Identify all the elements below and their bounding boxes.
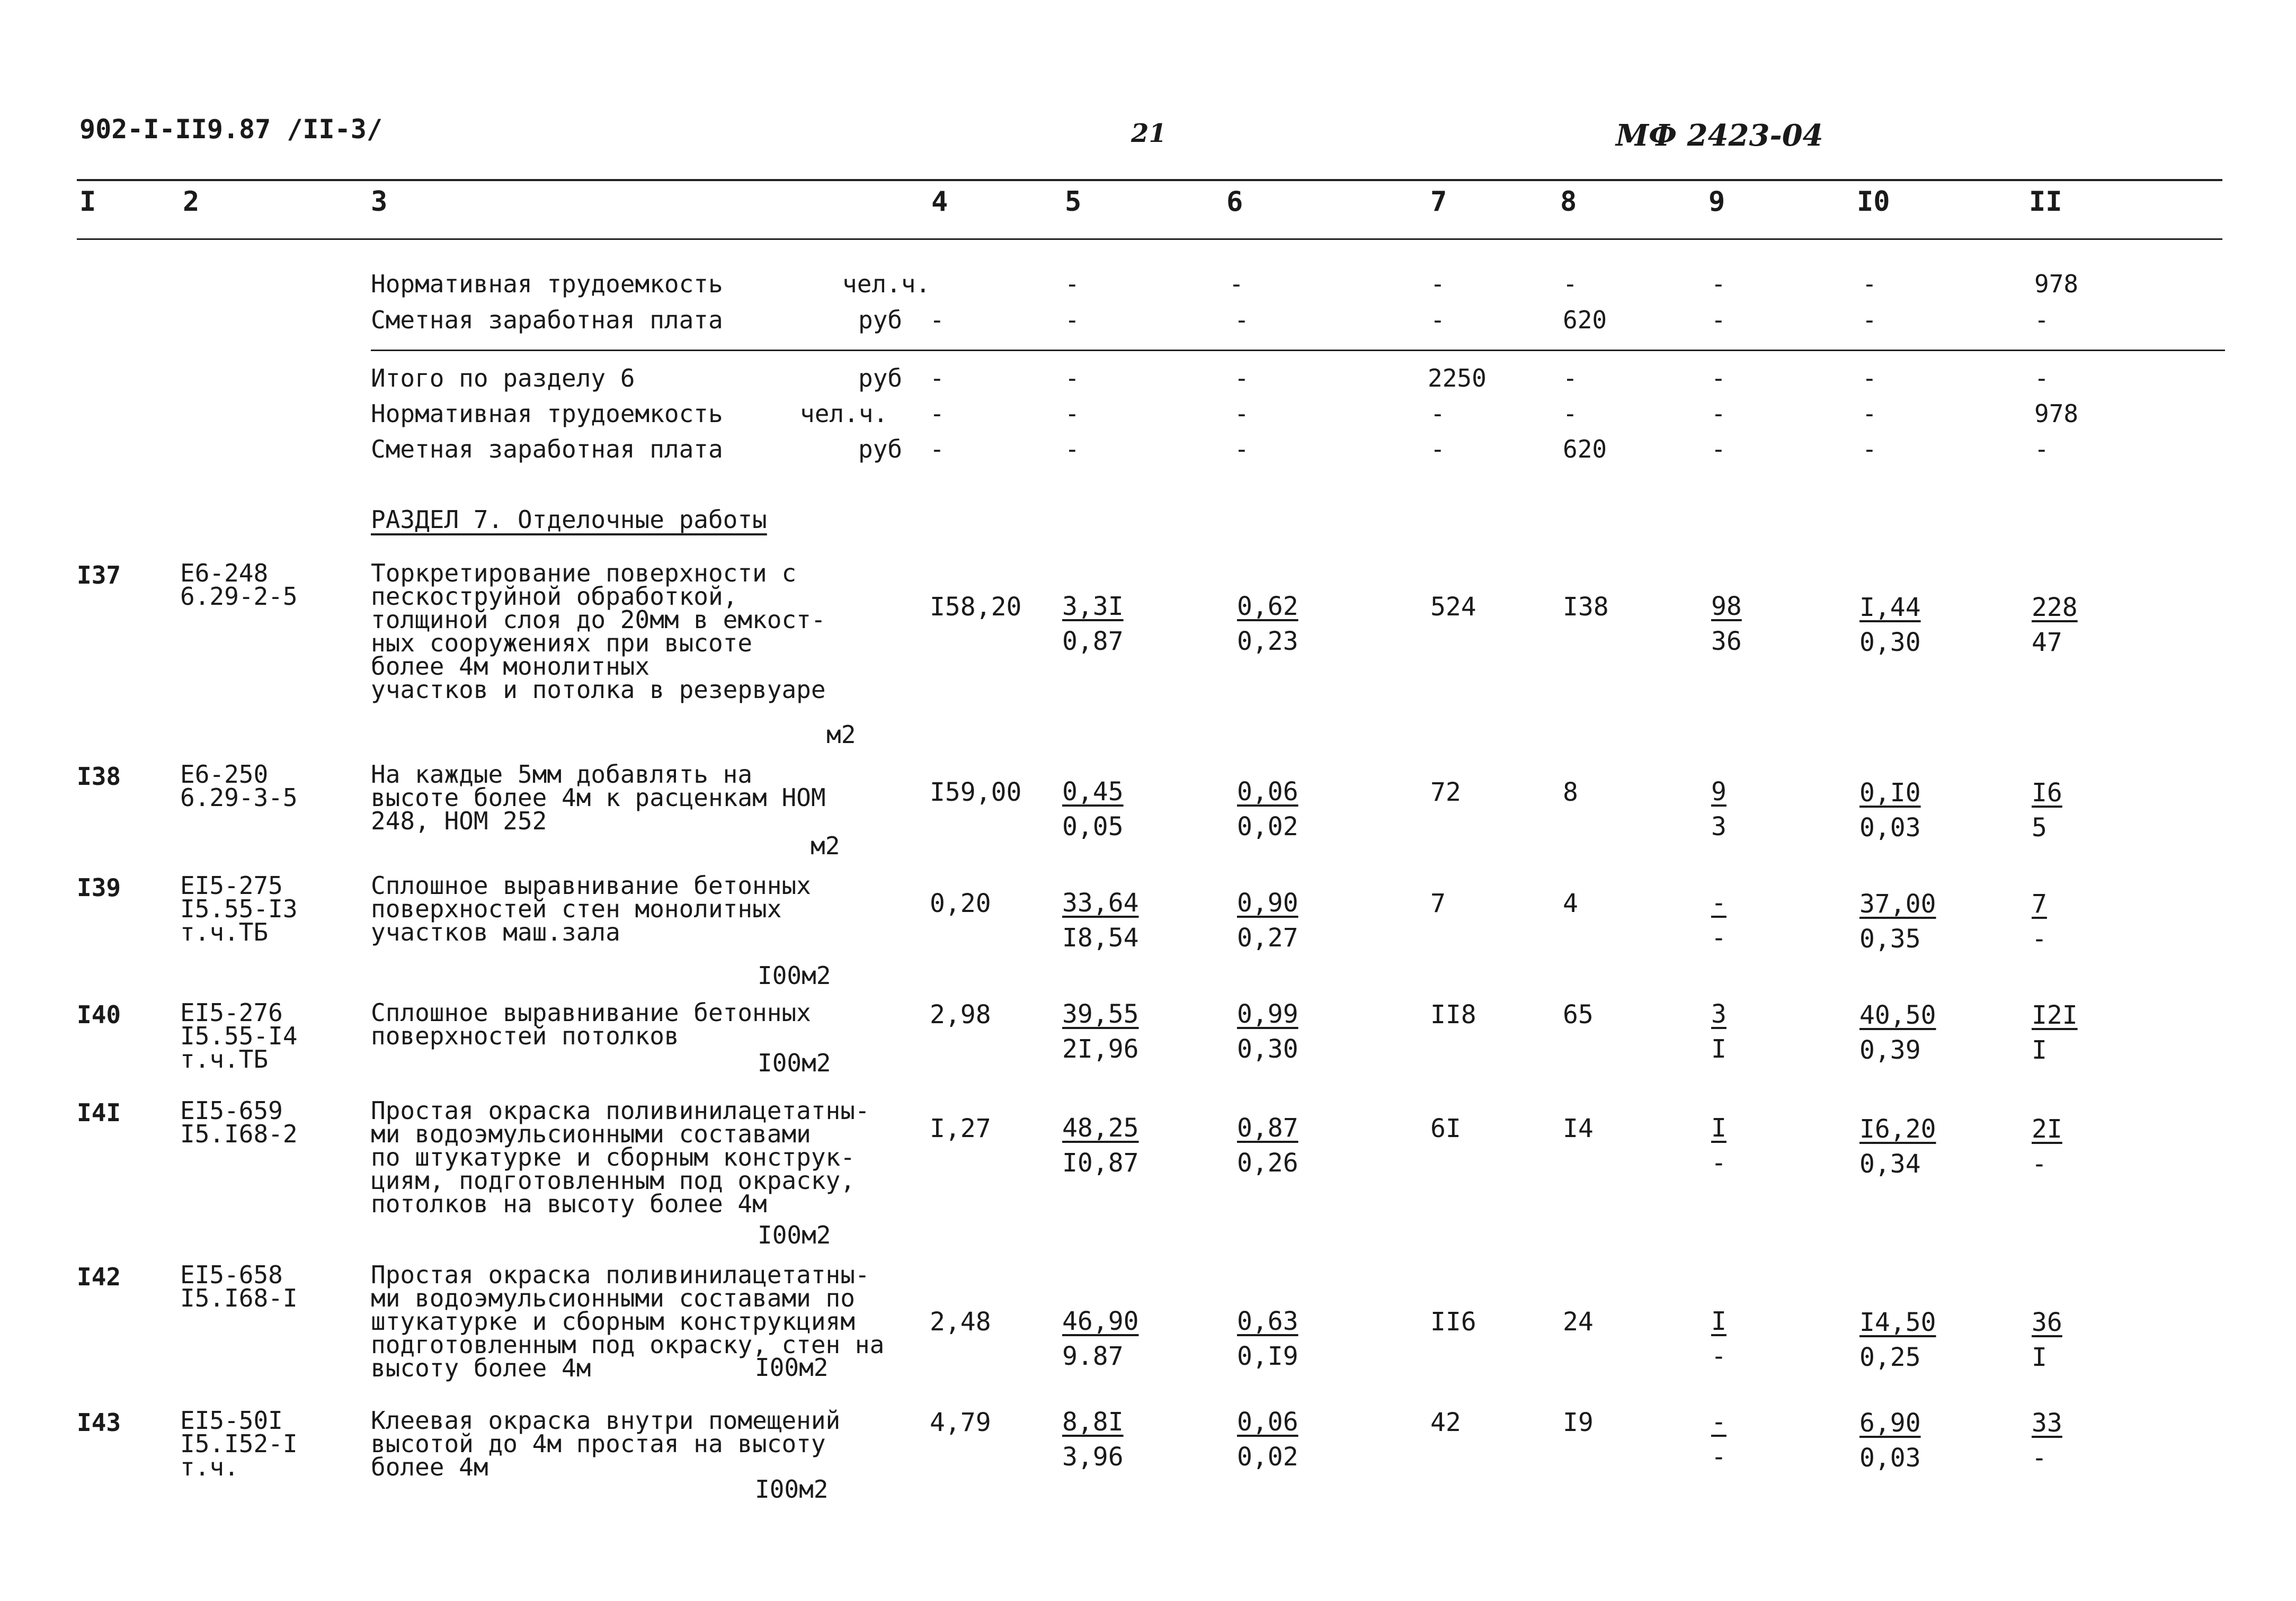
labor-per-unit-bottom: 0,35 (1859, 924, 1921, 954)
labor-per-unit-bottom: 0,34 (1859, 1149, 1921, 1179)
machines-total (1711, 1304, 1727, 1374)
col-header-9: 9 (1708, 186, 1725, 218)
summary-cell: 978 (2034, 399, 2079, 428)
labor-total (2032, 1112, 2062, 1182)
labor-total-top: 36 (2032, 1308, 2062, 1337)
norm-code: ЕI5-276 I5.55-I4 т.ч.ТБ (180, 998, 298, 1074)
summary-cell: - (930, 435, 945, 463)
labor-total-bottom: - (2032, 924, 2047, 954)
summary-unit: чел.ч. (842, 270, 931, 298)
operation-cost-bottom: 0,30 (1237, 1034, 1298, 1064)
labor-total-bottom: - (2032, 1149, 2047, 1179)
operation-cost-top: 0,62 (1237, 592, 1298, 621)
norm-code: ЕI5-275 I5.55-I3 т.ч.ТБ (180, 871, 298, 946)
total-cost: 7 (1430, 889, 1446, 918)
machines-total-top: 3 (1711, 999, 1727, 1029)
labor-total-top: I2I (2032, 1000, 2078, 1030)
machines-total (1711, 886, 1727, 955)
summary-unit: руб (858, 435, 903, 463)
unit-cost (1062, 774, 1124, 844)
row-number: I38 (77, 762, 121, 791)
col-header-10: I0 (1857, 186, 1890, 218)
summary-cell: - (1711, 435, 1726, 463)
labor-per-unit (1859, 1112, 1936, 1182)
labor-per-unit-bottom: 0,39 (1859, 1035, 1921, 1065)
row-number: I37 (77, 561, 121, 589)
machines-total-top: - (1711, 1407, 1727, 1437)
summary-cell: - (1711, 364, 1726, 392)
total-cost: 524 (1430, 592, 1476, 622)
summary-cell: 620 (1563, 435, 1607, 463)
machines-total (1711, 774, 1727, 844)
labor-per-unit-top: I4,50 (1859, 1308, 1936, 1337)
work-description: Простая окраска поливинилацетатны- ми водоэмульсионными составами по штукатурке и сборным конструк- циям, подготовленным под окраску, потолков на высоту более 4м (371, 1096, 870, 1218)
summary-cell: - (2034, 364, 2049, 392)
work-description: Торкретирование поверхности с пескоструйной обработкой, толщиной слоя до 20мм в емкост- ных сооружениях при высоте более 4м монолитных участков и потолка в резервуаре (371, 559, 826, 704)
norm-code: Е6-248 6.29-2-5 (180, 559, 298, 611)
labor-total-top: 228 (2032, 593, 2078, 622)
labor-total (2032, 775, 2062, 845)
labor-per-unit-top: 6,90 (1859, 1408, 1921, 1438)
machines-total (1711, 997, 1727, 1067)
col-header-8: 8 (1560, 186, 1577, 218)
col-header-2: 2 (183, 186, 200, 218)
labor-total (2032, 590, 2078, 660)
quantity: I,27 (930, 1114, 991, 1143)
total-cost: II8 (1430, 1000, 1476, 1030)
machines-total (1711, 589, 1742, 659)
summary-cell: - (1430, 306, 1445, 334)
summary-cell: - (1229, 270, 1244, 298)
quantity: 2,48 (930, 1307, 991, 1337)
unit-of-measure: I00м2 (755, 1475, 829, 1504)
unit-cost (1062, 1304, 1139, 1374)
unit-cost-top: 33,64 (1062, 888, 1139, 918)
unit-cost-top: 3,3I (1062, 592, 1124, 621)
wages-total: I4 (1563, 1114, 1594, 1143)
labor-per-unit-top: I6,20 (1859, 1114, 1936, 1144)
unit-cost-top: 46,90 (1062, 1307, 1139, 1336)
unit-of-measure: I00м2 (755, 1353, 829, 1382)
row-number: I43 (77, 1408, 121, 1437)
labor-per-unit-top: 37,00 (1859, 889, 1936, 919)
document-code: 902-I-II9.87 /II-3/ (79, 114, 382, 145)
machines-total-bottom: - (1711, 1341, 1727, 1371)
labor-total (2032, 1305, 2062, 1375)
col-header-5: 5 (1065, 186, 1082, 218)
operation-cost (1237, 1111, 1298, 1180)
machines-total-bottom: I (1711, 1034, 1727, 1064)
summary-label: Сметная заработная плата (371, 306, 723, 334)
labor-total-top: 2I (2032, 1114, 2062, 1144)
summary-cell: - (1065, 435, 1080, 463)
summary-cell: - (1234, 399, 1249, 428)
labor-per-unit-bottom: 0,25 (1859, 1343, 1921, 1372)
summary-cell: - (1065, 306, 1080, 334)
machines-total-top: I (1711, 1307, 1727, 1336)
col-header-4: 4 (931, 186, 948, 218)
unit-cost-top: 8,8I (1062, 1407, 1124, 1437)
summary-cell: 978 (2034, 270, 2079, 298)
norm-code: ЕI5-659 I5.I68-2 (180, 1096, 298, 1148)
labor-per-unit-top: 0,I0 (1859, 778, 1921, 808)
work-description: Клеевая окраска внутри помещений высотой до 4м простая на высоту более 4м (371, 1406, 841, 1481)
summary-label: Нормативная трудоемкость (371, 399, 723, 428)
summary-cell: - (1862, 270, 1877, 298)
unit-cost-bottom: 2I,96 (1062, 1034, 1139, 1064)
summary-unit: чел.ч. (800, 399, 888, 428)
summary-cell: - (1711, 270, 1726, 298)
handwritten-stamp: МФ 2423-04 (1616, 118, 1823, 153)
summary-cell: - (1065, 399, 1080, 428)
summary-cell: - (1234, 435, 1249, 463)
col-header-1: I (79, 186, 96, 218)
unit-cost-bottom: I0,87 (1062, 1148, 1139, 1178)
summary-cell: - (1065, 364, 1080, 392)
summary-rule (371, 350, 2225, 351)
work-description: На каждые 5мм добавлять на высоте более 4м к расценкам НОМ 248, НОМ 252 (371, 760, 826, 835)
summary-cell: - (1862, 306, 1877, 334)
labor-total-top: 33 (2032, 1408, 2062, 1438)
operation-cost (1237, 1304, 1298, 1374)
summary-cell: - (1234, 306, 1249, 334)
wages-total: 8 (1563, 777, 1578, 807)
summary-unit: руб (858, 364, 903, 392)
summary-label: Нормативная трудоемкость (371, 270, 723, 298)
header-bottom-rule (77, 238, 2222, 240)
operation-cost-top: 0,06 (1237, 1407, 1298, 1437)
summary-cell: - (1065, 270, 1080, 298)
unit-cost (1062, 589, 1124, 659)
work-description: Простая окраска поливинилацетатны- ми водоэмульсионными составами по штукатурке и сборным конструкциям подготовленным под окраску, стен на высоту более 4м (371, 1260, 885, 1382)
wages-total: I38 (1563, 592, 1609, 622)
page-number: 21 (1131, 119, 1167, 148)
summary-unit: руб (858, 306, 903, 334)
summary-cell: - (930, 306, 945, 334)
norm-code: ЕI5-658 I5.I68-I (180, 1260, 298, 1312)
operation-cost-top: 0,06 (1237, 777, 1298, 807)
unit-of-measure: I00м2 (758, 1049, 831, 1077)
unit-of-measure: м2 (826, 720, 856, 749)
labor-per-unit (1859, 590, 1921, 660)
labor-total-bottom: 47 (2032, 628, 2062, 657)
labor-per-unit (1859, 998, 1936, 1068)
wages-total: 24 (1563, 1307, 1594, 1337)
col-header-6: 6 (1226, 186, 1243, 218)
summary-cell: - (1430, 399, 1445, 428)
unit-cost-bottom: 0,05 (1062, 812, 1124, 842)
norm-code: Е6-250 6.29-3-5 (180, 760, 298, 812)
work-description: Сплошное выравнивание бетонных поверхностей стен монолитных участков маш.зала (371, 871, 811, 946)
operation-cost-bottom: 0,23 (1237, 627, 1298, 656)
summary-cell: - (1563, 270, 1578, 298)
unit-cost-bottom: 0,87 (1062, 627, 1124, 656)
summary-cell: - (930, 399, 945, 428)
unit-cost-top: 39,55 (1062, 999, 1139, 1029)
labor-total-top: 7 (2032, 889, 2047, 919)
machines-total-bottom: - (1711, 1442, 1727, 1472)
row-number: I39 (77, 873, 121, 902)
operation-cost-bottom: 0,02 (1237, 812, 1298, 842)
operation-cost-bottom: 0,I9 (1237, 1341, 1298, 1371)
machines-total-top: - (1711, 888, 1727, 918)
summary-cell: - (1862, 364, 1877, 392)
labor-per-unit-bottom: 0,03 (1859, 813, 1921, 843)
unit-cost (1062, 1111, 1139, 1180)
labor-per-unit-bottom: 0,30 (1859, 628, 1921, 657)
labor-per-unit (1859, 1406, 1921, 1475)
quantity: 0,20 (930, 889, 991, 918)
unit-cost-top: 48,25 (1062, 1113, 1139, 1143)
summary-cell: - (1234, 364, 1249, 392)
machines-total-bottom: - (1711, 1148, 1727, 1178)
total-cost: 6I (1430, 1114, 1461, 1143)
unit-cost-bottom: I8,54 (1062, 923, 1139, 953)
summary-cell: - (1430, 435, 1445, 463)
operation-cost-top: 0,63 (1237, 1307, 1298, 1336)
labor-per-unit (1859, 775, 1921, 845)
operation-cost-top: 0,87 (1237, 1113, 1298, 1143)
labor-total-bottom: I (2032, 1343, 2047, 1372)
summary-cell: - (1862, 399, 1877, 428)
quantity: I59,00 (930, 777, 1022, 807)
summary-cell: - (1430, 270, 1445, 298)
summary-cell: 620 (1563, 306, 1607, 334)
col-header-7: 7 (1430, 186, 1447, 218)
labor-per-unit (1859, 1305, 1936, 1375)
machines-total-bottom: 3 (1711, 812, 1727, 842)
operation-cost-bottom: 0,27 (1237, 923, 1298, 953)
labor-total-bottom: - (2032, 1443, 2047, 1473)
labor-total (2032, 1406, 2062, 1475)
section-title: РАЗДЕЛ 7. Отделочные работы (371, 505, 767, 534)
machines-total (1711, 1405, 1727, 1474)
work-description: Сплошное выравнивание бетонных поверхностей потолков (371, 998, 811, 1050)
operation-cost (1237, 589, 1298, 659)
wages-total: I9 (1563, 1408, 1594, 1437)
machines-total-bottom: 36 (1711, 627, 1742, 656)
labor-total (2032, 998, 2078, 1068)
summary-label: Сметная заработная плата (371, 435, 723, 463)
unit-cost-bottom: 9.87 (1062, 1341, 1124, 1371)
summary-cell: - (1711, 306, 1726, 334)
row-number: I42 (77, 1263, 121, 1291)
machines-total-top: 9 (1711, 777, 1727, 807)
summary-cell: - (2034, 306, 2049, 334)
labor-total-bottom: 5 (2032, 813, 2047, 843)
unit-of-measure: I00м2 (758, 961, 831, 990)
operation-cost (1237, 886, 1298, 955)
wages-total: 65 (1563, 1000, 1594, 1030)
table-top-rule (77, 179, 2222, 181)
labor-total-top: I6 (2032, 778, 2062, 808)
labor-total-bottom: I (2032, 1035, 2047, 1065)
row-number: I40 (77, 1000, 121, 1029)
summary-label: Итого по разделу 6 (371, 364, 635, 392)
operation-cost (1237, 1405, 1298, 1474)
summary-cell: - (1563, 399, 1578, 428)
unit-cost (1062, 997, 1139, 1067)
summary-cell: - (2034, 435, 2049, 463)
operation-cost-top: 0,99 (1237, 999, 1298, 1029)
operation-cost-bottom: 0,26 (1237, 1148, 1298, 1178)
machines-total-top: 98 (1711, 592, 1742, 621)
summary-cell: - (930, 364, 945, 392)
machines-total (1711, 1111, 1727, 1180)
quantity: I58,20 (930, 592, 1022, 622)
labor-per-unit-bottom: 0,03 (1859, 1443, 1921, 1473)
total-cost: 42 (1430, 1408, 1461, 1437)
total-cost: II6 (1430, 1307, 1476, 1337)
summary-cell: - (1563, 364, 1578, 392)
summary-cell: 2250 (1428, 364, 1487, 392)
labor-total (2032, 887, 2047, 956)
unit-cost (1062, 1405, 1124, 1474)
summary-cell: - (1711, 399, 1726, 428)
operation-cost-bottom: 0,02 (1237, 1442, 1298, 1472)
col-header-3: 3 (371, 186, 388, 218)
labor-per-unit-top: I,44 (1859, 593, 1921, 622)
quantity: 4,79 (930, 1408, 991, 1437)
operation-cost-top: 0,90 (1237, 888, 1298, 918)
row-number: I4I (77, 1098, 121, 1127)
col-header-11: II (2029, 186, 2062, 218)
unit-cost-bottom: 3,96 (1062, 1442, 1124, 1472)
operation-cost (1237, 997, 1298, 1067)
quantity: 2,98 (930, 1000, 991, 1030)
unit-cost (1062, 886, 1139, 955)
norm-code: ЕI5-50I I5.I52-I т.ч. (180, 1406, 298, 1481)
labor-per-unit-top: 40,50 (1859, 1000, 1936, 1030)
labor-per-unit (1859, 887, 1936, 956)
machines-total-top: I (1711, 1113, 1727, 1143)
unit-cost-top: 0,45 (1062, 777, 1124, 807)
unit-of-measure: I00м2 (758, 1221, 831, 1249)
unit-of-measure: м2 (811, 831, 840, 860)
total-cost: 72 (1430, 777, 1461, 807)
machines-total-bottom: - (1711, 923, 1727, 953)
summary-cell: - (1862, 435, 1877, 463)
operation-cost (1237, 774, 1298, 844)
wages-total: 4 (1563, 889, 1578, 918)
